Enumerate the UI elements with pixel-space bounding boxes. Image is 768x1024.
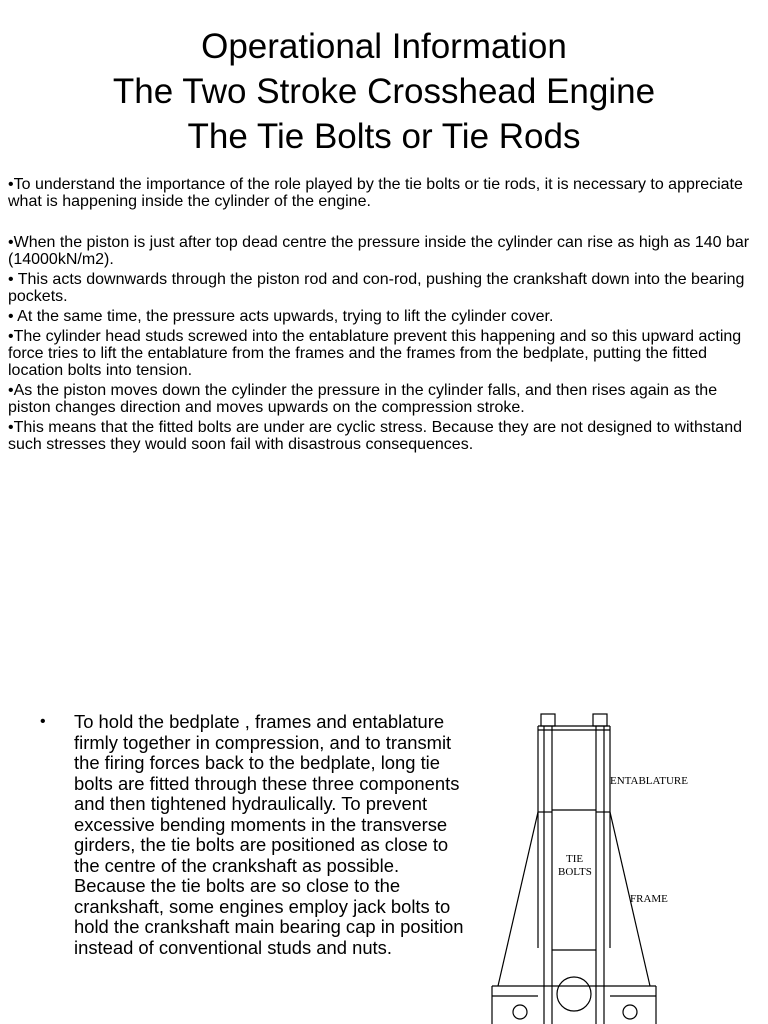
- paragraph-downwards: • This acts downwards through the piston rod and con-rod, pushing the crankshaft down into the bearing pockets.: [8, 271, 745, 305]
- tie-bolt-diagram: [480, 700, 768, 1024]
- body-text: [8, 176, 760, 456]
- left-bolt-head: [541, 714, 555, 726]
- paragraph-intro: •To understand the importance of the role played by the tie bolts or tie rods, it is necessary to appreciate what is happening inside the cylinder of the engine.: [8, 176, 743, 210]
- paragraph-cyclic-stress: •This means that the fitted bolts are under are cyclic stress. Because they are not designed to withstand such stresses they would soon fail with disastrous consequences.: [8, 419, 742, 453]
- bedplate-hole-left: [513, 1005, 527, 1019]
- tie-bolt-bullet: [40, 712, 480, 958]
- bullet-marker: •: [40, 713, 46, 730]
- label-tie: TIE: [566, 853, 584, 865]
- paragraph-studs: •The cylinder head studs screwed into the entablature prevent this happening and so this upward acting force tries to lift the entablature from the frames and the frames from the bedplate, putting the fitted location bolts into tension.: [8, 328, 742, 379]
- title-line-3: The Tie Bolts or Tie Rods: [187, 117, 581, 156]
- paragraph-upwards: • At the same time, the pressure acts upwards, trying to lift the cylinder cover.: [8, 308, 554, 325]
- slide-title: [0, 24, 768, 159]
- label-entablature: ENTABLATURE: [610, 775, 688, 787]
- crankshaft-journal: [557, 977, 591, 1011]
- label-bolts: BOLTS: [558, 866, 592, 878]
- label-frame: FRAME: [630, 893, 668, 905]
- bullet-text: To hold the bedplate , frames and entablature firmly together in compression, and to transmit the firing forces back to the bedplate, long tie bolts are fitted through these three components and then tightened hydraulically. To prevent excessive bending moments in the transverse girders, the tie bolts are positioned as close to the centre of the crankshaft as possible. Because the tie bolts are so close to the crankshaft, some engines employ jack bolts to hold the crankshaft main bearing cap in position instead of conventional studs and nuts.: [74, 711, 464, 958]
- bedplate-hole-right: [623, 1005, 637, 1019]
- title-line-1: Operational Information: [201, 27, 567, 66]
- paragraph-cycle: •As the piston moves down the cylinder the pressure in the cylinder falls, and then rises again as the piston changes direction and moves upwards on the compression stroke.: [8, 382, 718, 416]
- paragraph-pressure: •When the piston is just after top dead centre the pressure inside the cylinder can rise as high as 140 bar (14000kN/m2).: [8, 234, 750, 268]
- title-line-2: The Two Stroke Crosshead Engine: [112, 72, 656, 111]
- right-bolt-head: [593, 714, 607, 726]
